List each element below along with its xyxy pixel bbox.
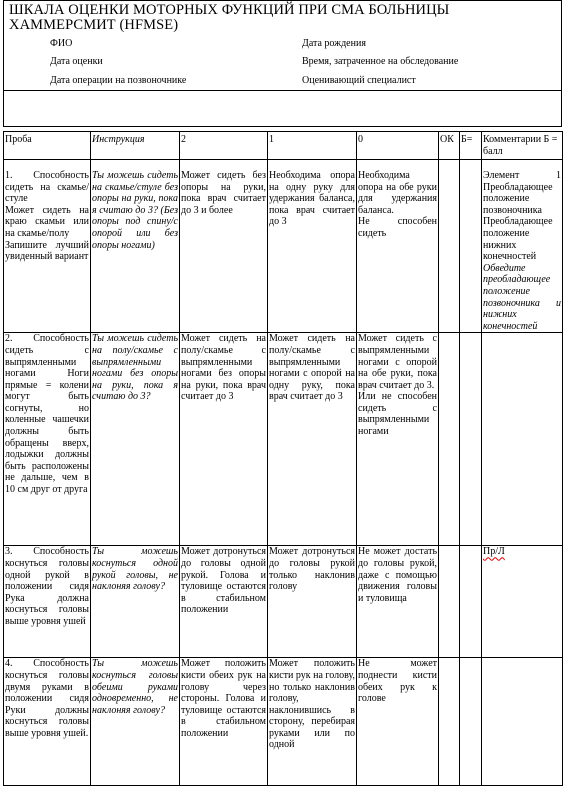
field-birth-date: Дата рождения xyxy=(302,38,366,49)
test-cell xyxy=(4,160,91,333)
b-score-cell[interactable] xyxy=(460,658,482,786)
table-header-row xyxy=(4,132,563,160)
col-header-score-2: 2 xyxy=(180,132,268,160)
score-2-cell: Может положить кисти обеих рук на голову через стороны. Голова и туловище остаются в стабильном положении xyxy=(180,658,268,786)
field-fio: ФИО xyxy=(50,38,73,49)
comment-italic-text: Обведите преобладающее положение позвоночника и нижних конечностей xyxy=(483,262,561,332)
form-header xyxy=(3,0,562,127)
instruction-cell: Ты можешь коснуться одной рукой головы, не наклоняя голову? xyxy=(91,546,180,658)
header-divider xyxy=(4,90,561,91)
col-header-comments: Комментарии Б = балл xyxy=(482,132,563,160)
comment-cell xyxy=(482,160,563,333)
score-0-cell xyxy=(357,160,439,333)
score-1-text: Необходима опора на одну руку для удержания баланса, пока врач считает до 3 xyxy=(269,170,355,228)
table-row xyxy=(4,546,563,658)
b-score-cell[interactable] xyxy=(460,546,482,658)
field-exam-time: Время, затраченное на обследование xyxy=(302,56,459,67)
score-0-cell: Не может поднести кисти обеих рук к голове xyxy=(357,658,439,786)
score-2-cell: Может сидеть на полу/скамье с выпрямленными ногами без опоры на руки, пока врач считает до 3 xyxy=(180,333,268,546)
comment-cell xyxy=(482,658,563,786)
instruction-text: Ты можешь сидеть на скамье/стуле без опоры на руки, пока я считаю до 3? (Без опоры под спину/с опорой или без опоры ногами) xyxy=(92,170,178,251)
col-header-score-0: 0 xyxy=(357,132,439,160)
instruction-cell xyxy=(91,160,180,333)
table-row xyxy=(4,658,563,786)
comment-text: Элемент 1 Преобладающее положение позвоночника Преобладающее положение нижних конечностей xyxy=(483,170,561,263)
score-1-cell xyxy=(268,160,357,333)
ok-cell[interactable] xyxy=(439,333,460,546)
instruction-cell: Ты можешь коснуться головы обеими руками одновременно, не наклоняя голову? xyxy=(91,658,180,786)
test-cell: 2. Способность сидеть с выпрямленными ногами Ноги прямые = колени могут быть согнуты, но коленные чашечки должны быть обращены вверх, лодыжки должны быть расположены не дальше, чем в 10 см друг от друга xyxy=(4,333,91,546)
col-header-test: Проба xyxy=(4,132,91,160)
ok-cell[interactable] xyxy=(439,160,460,333)
comment-text: Пр/Л xyxy=(483,546,505,558)
test-text: 1. Способность сидеть на скамье/стуле Может сидеть на краю скамьи или на скамье/полу Запишите лучший увиденный вариант xyxy=(5,170,89,263)
field-assessment-date: Дата оценки xyxy=(50,56,103,67)
score-2-text: Может сидеть без опоры на руки, пока врач считает до 3 и более xyxy=(181,170,266,216)
field-spine-surgery-date: Дата операции на позвоночнике xyxy=(50,75,187,86)
test-cell: 3. Способность коснуться головы одной рукой в положении сидя Рука должна коснуться головы выше уровня ушей xyxy=(4,546,91,658)
b-score-cell[interactable] xyxy=(460,333,482,546)
col-header-score-1: 1 xyxy=(268,132,357,160)
score-0-cell: Не может достать до головы рукой, даже с помощью движения головы и туловища xyxy=(357,546,439,658)
col-header-b: Б= xyxy=(460,132,482,160)
field-specialist: Оценивающий специалист xyxy=(302,75,416,86)
scoring-table xyxy=(3,131,563,786)
table-row xyxy=(4,160,563,333)
form-title: ШКАЛА ОЦЕНКИ МОТОРНЫХ ФУНКЦИЙ ПРИ СМА БОЛЬНИЦЫ ХАММЕРСМИТ (HFMSE) xyxy=(9,2,450,33)
score-0-text: Необходима опора на обе руки для удержания баланса. Не способен сидеть xyxy=(358,170,437,239)
score-1-cell: Может сидеть на полу/скамье с выпрямленными ногами с опорой на одну руку, пока врач считает до 3 xyxy=(268,333,357,546)
col-header-instruction: Инструкция xyxy=(91,132,180,160)
b-score-cell[interactable] xyxy=(460,160,482,333)
col-header-ok: ОК xyxy=(439,132,460,160)
score-0-cell: Может сидеть с выпрямленными ногами с опорой на обе руки, пока врач считает до 3. Или не способен сидеть с выпрямленными ногами xyxy=(357,333,439,546)
ok-cell[interactable] xyxy=(439,658,460,786)
table-row xyxy=(4,333,563,546)
score-2-cell: Может дотронуться до головы одной рукой. Голова и туловище остаются в стабильном положении xyxy=(180,546,268,658)
comment-cell xyxy=(482,546,563,658)
score-1-cell: Может дотронуться до головы рукой только наклонив голову xyxy=(268,546,357,658)
score-2-cell xyxy=(180,160,268,333)
ok-cell[interactable] xyxy=(439,546,460,658)
comment-cell xyxy=(482,333,563,546)
instruction-cell: Ты можешь сидеть на полу/скамье с выпрямленными ногами без опоры на руки, пока я считаю до 3? xyxy=(91,333,180,546)
test-cell: 4. Способность коснуться головы двумя руками в положении сидя Руки должны коснуться головы выше уровня ушей. xyxy=(4,658,91,786)
score-1-cell: Может положить кисти рук на голову, но только наклонив голову, наклонившись в сторону, перебирая руками или по одной xyxy=(268,658,357,786)
